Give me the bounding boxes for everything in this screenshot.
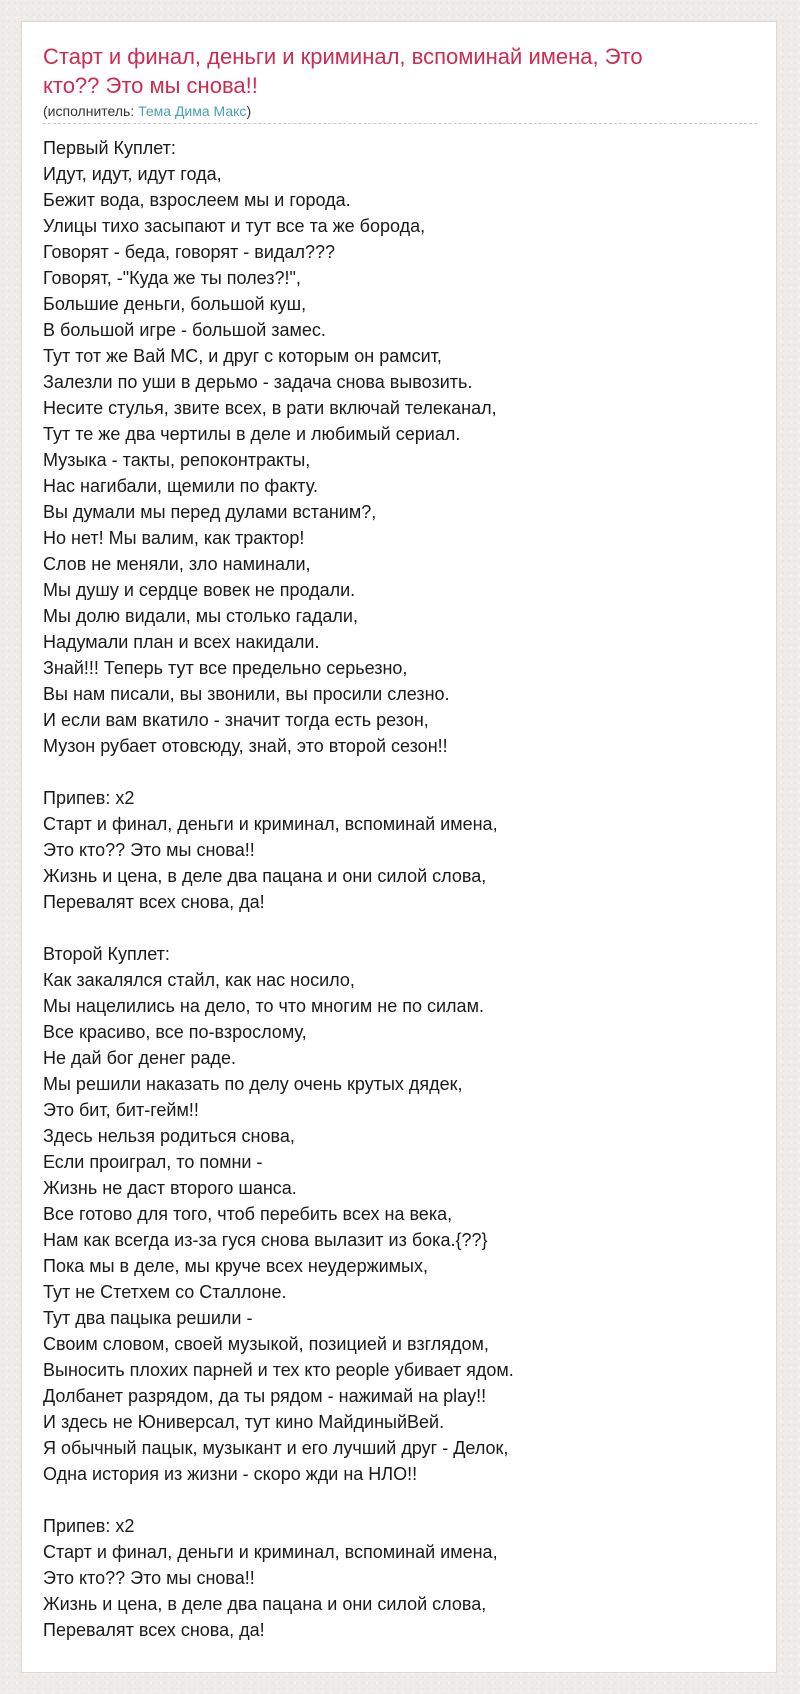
lyrics-line: Не дай бог денег раде.	[43, 1048, 237, 1068]
lyrics-line: Долбанет разрядом, да ты рядом - нажимай на play!!	[43, 1386, 487, 1406]
lyrics-line: Говорят - беда, говорят - видал???	[43, 242, 335, 262]
lyrics-line: Музон рубает отовсюду, знай, это второй сезон!!	[43, 736, 448, 756]
lyrics-line: Нам как всегда из-за гуся снова вылазит из бока.{??}	[43, 1230, 488, 1250]
lyrics-line: Мы душу и сердце вовек не продали.	[43, 580, 356, 600]
lyrics-line: Тут те же два чертилы в деле и любимый сериал.	[43, 424, 461, 444]
lyrics-line: Музыка - такты, репоконтракты,	[43, 450, 311, 470]
lyrics-line: Тут тот же Вай МС, и друг с которым он рамсит,	[43, 346, 442, 366]
lyrics-line: Перевалят всех снова, да!	[43, 892, 265, 912]
lyrics-line: Знай!!! Теперь тут все предельно серьезно,	[43, 658, 408, 678]
lyrics-line: Но нет! Мы валим, как трактор!	[43, 528, 305, 548]
lyrics-line: Говорят, -"Куда же ты полез?!",	[43, 268, 301, 288]
lyrics-line: Я обычный пацык, музыкант и его лучший друг - Делок,	[43, 1438, 509, 1458]
lyrics-blank-line	[43, 1487, 757, 1513]
lyrics-line: Несите стулья, звите всех, в рати включай телеканал,	[43, 398, 497, 418]
artist-line	[43, 103, 251, 119]
lyrics-line: Это бит, бит-гейм!!	[43, 1100, 199, 1120]
lyrics-line: Припев: x2	[43, 1516, 135, 1536]
lyrics-line: Припев: x2	[43, 788, 135, 808]
lyrics-line: Жизнь не даст второго шанса.	[43, 1178, 297, 1198]
lyrics-line: Слов не меняли, зло наминали,	[43, 554, 311, 574]
artist-prefix: (исполнитель:	[43, 103, 139, 119]
lyrics-line: Старт и финал, деньги и криминал, вспоминай имена,	[43, 1542, 498, 1562]
lyrics-line: Это кто?? Это мы снова!!	[43, 1568, 255, 1588]
lyrics-line: Одна история из жизни - скоро жди на НЛО!!	[43, 1464, 418, 1484]
lyrics-body	[43, 135, 757, 1643]
lyrics-line: Идут, идут, идут года,	[43, 164, 222, 184]
lyrics-line: Улицы тихо засыпают и тут все та же борода,	[43, 216, 426, 236]
title-divider	[43, 123, 757, 124]
lyrics-line: Второй Куплет:	[43, 944, 170, 964]
lyrics-line: Перевалят всех снова, да!	[43, 1620, 265, 1640]
lyrics-line: И здесь не Юниверсал, тут кино МайдиныйВей.	[43, 1412, 445, 1432]
lyrics-line: Первый Куплет:	[43, 138, 176, 158]
lyrics-line: И если вам вкатило - значит тогда есть резон,	[43, 710, 429, 730]
lyrics-line: Выносить плохих парней и тех кто people убивает ядом.	[43, 1360, 514, 1380]
lyrics-line: Надумали план и всех накидали.	[43, 632, 320, 652]
lyrics-line: Нас нагибали, щемили по факту.	[43, 476, 318, 496]
artist-suffix: )	[246, 103, 252, 119]
lyrics-line: Это кто?? Это мы снова!!	[43, 840, 255, 860]
lyrics-card	[21, 21, 777, 1673]
lyrics-line: Как закалялся стайл, как нас носило,	[43, 970, 355, 990]
lyrics-line: Большие деньги, большой куш,	[43, 294, 307, 314]
lyrics-line: Все готово для того, чтоб перебить всех на века,	[43, 1204, 453, 1224]
lyrics-line: Если проиграл, то помни -	[43, 1152, 263, 1172]
artist-link[interactable]: Тема Дима Макс	[138, 103, 247, 119]
lyrics-line: Залезли по уши в дерьмо - задача снова вывозить.	[43, 372, 473, 392]
lyrics-line: Тут два пацыка решили -	[43, 1308, 253, 1328]
lyrics-line: Мы нацелились на дело, то что многим не по силам.	[43, 996, 484, 1016]
lyrics-line: Вы думали мы перед дулами встаним?,	[43, 502, 377, 522]
lyrics-line: Старт и финал, деньги и криминал, вспоминай имена,	[43, 814, 498, 834]
lyrics-line: Жизнь и цена, в деле два пацана и они силой слова,	[43, 1594, 487, 1614]
lyrics-line: В большой игре - большой замес.	[43, 320, 326, 340]
lyrics-line: Своим словом, своей музыкой, позицией и взглядом,	[43, 1334, 489, 1354]
lyrics-line: Бежит вода, взрослеем мы и города.	[43, 190, 351, 210]
lyrics-blank-line	[43, 915, 757, 941]
lyrics-line: Все красиво, все по-взрослому,	[43, 1022, 307, 1042]
song-title: Старт и финал, деньги и криминал, вспоминай имена, Это кто?? Это мы снова!!	[43, 44, 643, 98]
lyrics-line: Жизнь и цена, в деле два пацана и они силой слова,	[43, 866, 487, 886]
lyrics-line: Пока мы в деле, мы круче всех неудержимых,	[43, 1256, 428, 1276]
lyrics-line: Мы долю видали, мы столько гадали,	[43, 606, 358, 626]
lyrics-line: Вы нам писали, вы звонили, вы просили слезно.	[43, 684, 450, 704]
lyrics-line: Тут не Стетхем со Сталлоне.	[43, 1282, 287, 1302]
lyrics-blank-line	[43, 759, 757, 785]
lyrics-line: Мы решили наказать по делу очень крутых дядек,	[43, 1074, 463, 1094]
lyrics-line: Здесь нельзя родиться снова,	[43, 1126, 295, 1146]
